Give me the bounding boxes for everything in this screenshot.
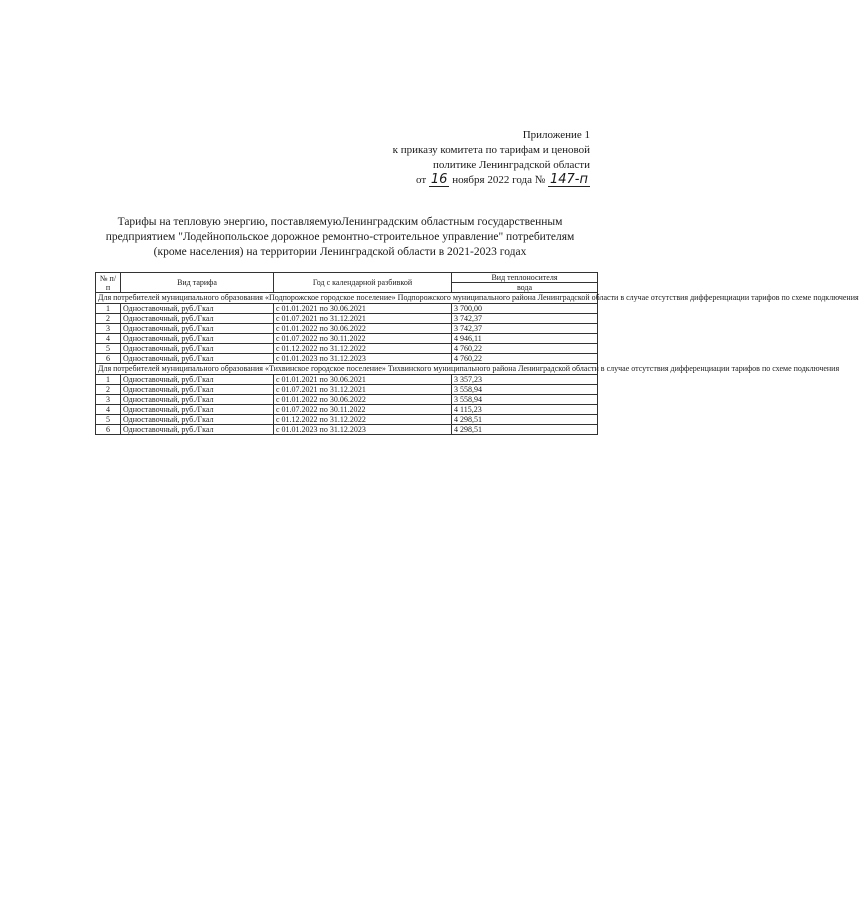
row-period: с 01.07.2021 по 31.12.2021 (274, 385, 452, 395)
row-number: 2 (96, 314, 121, 324)
row-number: 4 (96, 405, 121, 415)
header-tariff-type: Вид тарифа (121, 273, 274, 293)
table-row (96, 385, 598, 395)
table-row (96, 405, 598, 415)
group-header-row (96, 293, 598, 304)
table-row (96, 354, 598, 364)
table-row (96, 304, 598, 314)
row-number: 5 (96, 344, 121, 354)
row-period: с 01.01.2021 по 30.06.2021 (274, 375, 452, 385)
row-tariff-type: Одноставочный, руб./Гкал (121, 344, 274, 354)
date-mid: ноября 2022 года № (452, 174, 546, 186)
table-row (96, 395, 598, 405)
header-heat-carrier: Вид теплоносителя (452, 273, 598, 283)
group-header-row (96, 364, 598, 375)
row-tariff-type: Одноставочный, руб./Гкал (121, 415, 274, 425)
row-tariff-type: Одноставочный, руб./Гкал (121, 334, 274, 344)
row-tariff-type: Одноставочный, руб./Гкал (121, 304, 274, 314)
row-tariff-type: Одноставочный, руб./Гкал (121, 324, 274, 334)
date-prefix: от (415, 174, 427, 186)
table-row (96, 334, 598, 344)
row-number: 1 (96, 375, 121, 385)
tariff-table (95, 272, 859, 435)
appendix-line-2: к приказу комитета по тарифам и ценовой (392, 144, 590, 156)
group-title: Для потребителей муниципального образования «Подпорожское городское поселение» Подпорожского муниципального района Ленинградской области в случае отсутствия дифференциации тарифов по схеме подключения (96, 293, 598, 304)
row-period: с 01.01.2023 по 31.12.2023 (274, 425, 452, 435)
header-num: № п/п (96, 273, 121, 293)
row-tariff-type: Одноставочный, руб./Гкал (121, 354, 274, 364)
row-value: 4 760,22 (452, 344, 598, 354)
row-number: 6 (96, 354, 121, 364)
row-period: с 01.07.2022 по 30.11.2022 (274, 405, 452, 415)
row-value: 4 298,51 (452, 425, 598, 435)
table-body (96, 293, 859, 435)
row-period: с 01.01.2022 по 30.06.2022 (274, 395, 452, 405)
row-number: 6 (96, 425, 121, 435)
appendix-line-1: Приложение 1 (522, 129, 590, 141)
handwritten-day: 16 (430, 172, 448, 187)
row-period: с 01.12.2022 по 31.12.2022 (274, 344, 452, 354)
row-number: 2 (96, 385, 121, 395)
row-tariff-type: Одноставочный, руб./Гкал (121, 405, 274, 415)
appendix-line-3: политике Ленинградской области (432, 159, 590, 171)
title-line-1: Тарифы на тепловую энергию, поставляемуюЛенинградским областным государственным (117, 216, 563, 228)
row-value: 4 760,22 (452, 354, 598, 364)
row-value: 4 298,51 (452, 415, 598, 425)
row-number: 4 (96, 334, 121, 344)
table-row (96, 324, 598, 334)
row-value: 4 946,11 (452, 334, 598, 344)
row-tariff-type: Одноставочный, руб./Гкал (121, 385, 274, 395)
table-row (96, 314, 598, 324)
document-title (95, 215, 585, 260)
row-period: с 01.12.2022 по 31.12.2022 (274, 415, 452, 425)
row-number: 3 (96, 395, 121, 405)
group-title: Для потребителей муниципального образования «Тихвинское городское поселение» Тихвинского муниципального района Ленинградской области в случае отсутствия дифференциации тарифов по схеме подключения (96, 364, 598, 375)
row-value: 3 357,23 (452, 375, 598, 385)
row-value: 3 558,94 (452, 395, 598, 405)
table-row (96, 344, 598, 354)
table-row (96, 425, 598, 435)
table-row (96, 375, 598, 385)
row-value: 4 115,23 (452, 405, 598, 415)
row-value: 3 742,37 (452, 324, 598, 334)
handwritten-order-number: 147-п (549, 172, 588, 187)
row-number: 1 (96, 304, 121, 314)
row-value: 3 700,00 (452, 304, 598, 314)
row-value: 3 558,94 (452, 385, 598, 395)
row-tariff-type: Одноставочный, руб./Гкал (121, 314, 274, 324)
table-row (96, 415, 598, 425)
row-number: 3 (96, 324, 121, 334)
row-tariff-type: Одноставочный, руб./Гкал (121, 395, 274, 405)
title-line-3: (кроме населения) на территории Ленинградской области в 2021-2023 годах (153, 246, 527, 258)
appendix-header (360, 128, 590, 188)
header-water: вода (452, 283, 598, 293)
row-period: с 01.01.2023 по 31.12.2023 (274, 354, 452, 364)
row-tariff-type: Одноставочный, руб./Гкал (121, 375, 274, 385)
row-period: с 01.01.2022 по 30.06.2022 (274, 324, 452, 334)
appendix-date-line (360, 173, 590, 188)
row-period: с 01.07.2022 по 30.11.2022 (274, 334, 452, 344)
title-line-2: предприятием "Лодейнопольское дорожное ремонтно-строительное управление" потребителям (105, 231, 575, 243)
row-period: с 01.01.2021 по 30.06.2021 (274, 304, 452, 314)
row-tariff-type: Одноставочный, руб./Гкал (121, 425, 274, 435)
row-value: 3 742,37 (452, 314, 598, 324)
row-number: 5 (96, 415, 121, 425)
row-period: с 01.07.2021 по 31.12.2021 (274, 314, 452, 324)
header-period: Год с календарной разбивкой (274, 273, 452, 293)
